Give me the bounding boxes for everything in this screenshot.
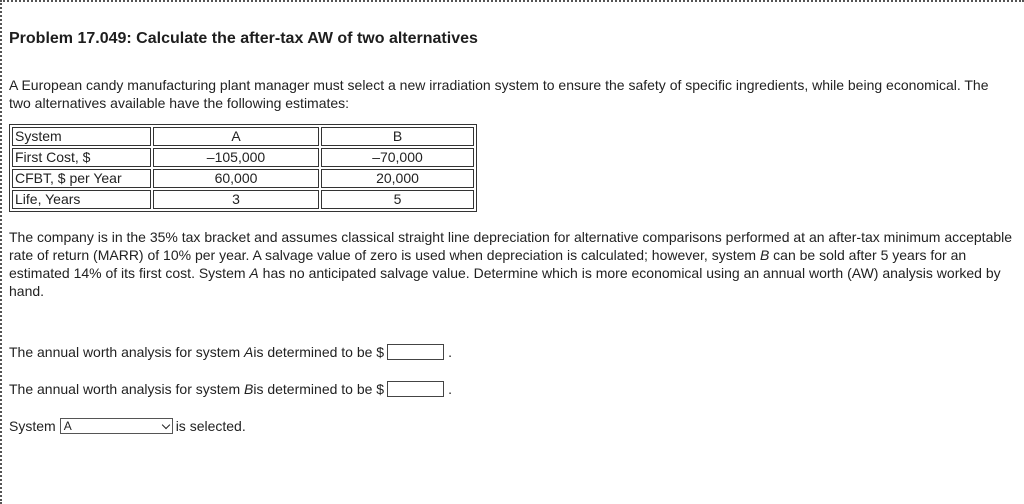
table-header-row [12,127,474,146]
description-text: can be sold after 5 years for an estimated 14% of its first cost. System [9,247,967,281]
problem-content [9,30,1014,436]
question-system-selection [9,416,1014,436]
selected-system-value: A [63,419,72,433]
chevron-down-icon [161,420,169,428]
description-text: The company is in the 35% tax bracket and assumes classical straight line depreciation for alternative comparisons performed at an after-tax minimum acceptable rate of return (MARR) of 10% per year. A salvage value of zero is used when depreciation is calculated; however, system [9,229,1013,263]
problem-description [9,228,1014,300]
table-header-cell: System [12,127,151,146]
description-text: has no anticipated salvage value. Determine which is more economical using an annual worth (AW) analysis worked by hand. [9,265,1001,299]
table-cell: 20,000 [321,169,474,188]
table-row [12,169,474,188]
period: . [448,381,452,397]
table-header-cell: B [321,127,474,146]
question-text: is determined to be $ [253,381,385,397]
question-aw-system-a [9,342,1014,362]
table-cell: CFBT, $ per Year [12,169,151,188]
aw-system-a-input[interactable] [387,344,444,360]
system-a-ref: A [249,265,259,281]
table-cell: 5 [321,190,474,209]
aw-system-b-input[interactable] [387,381,444,397]
system-a-ref: A [244,344,254,360]
question-text: The annual worth analysis for system [9,381,241,397]
table-cell: 3 [153,190,319,209]
problem-intro: A European candy manufacturing plant manager must select a new irradiation system to ensure the safety of specific ingredients, while being economical. The two alternatives available have the following estimates: [9,77,989,111]
table-cell: –70,000 [321,148,474,167]
table-header-cell: A [153,127,319,146]
table-cell: First Cost, $ [12,148,151,167]
table-row [12,190,474,209]
table-cell: 60,000 [153,169,319,188]
table-cell: –105,000 [153,148,319,167]
period: . [448,344,452,360]
frame-left-border [0,0,2,504]
frame-top-border [0,0,1024,2]
table-cell: Life, Years [12,190,151,209]
question-text: System [9,418,56,434]
question-text: The annual worth analysis for system [9,344,241,360]
question-aw-system-b [9,379,1014,399]
question-text: is determined to be $ [253,344,385,360]
system-b-ref: B [244,381,254,397]
problem-title: Problem 17.049: Calculate the after-tax AW of two alternatives [9,30,478,47]
table-row [12,148,474,167]
system-select-dropdown[interactable] [60,418,173,434]
estimates-table [9,124,477,212]
question-text: is selected. [175,418,246,434]
system-b-ref: B [759,247,770,263]
